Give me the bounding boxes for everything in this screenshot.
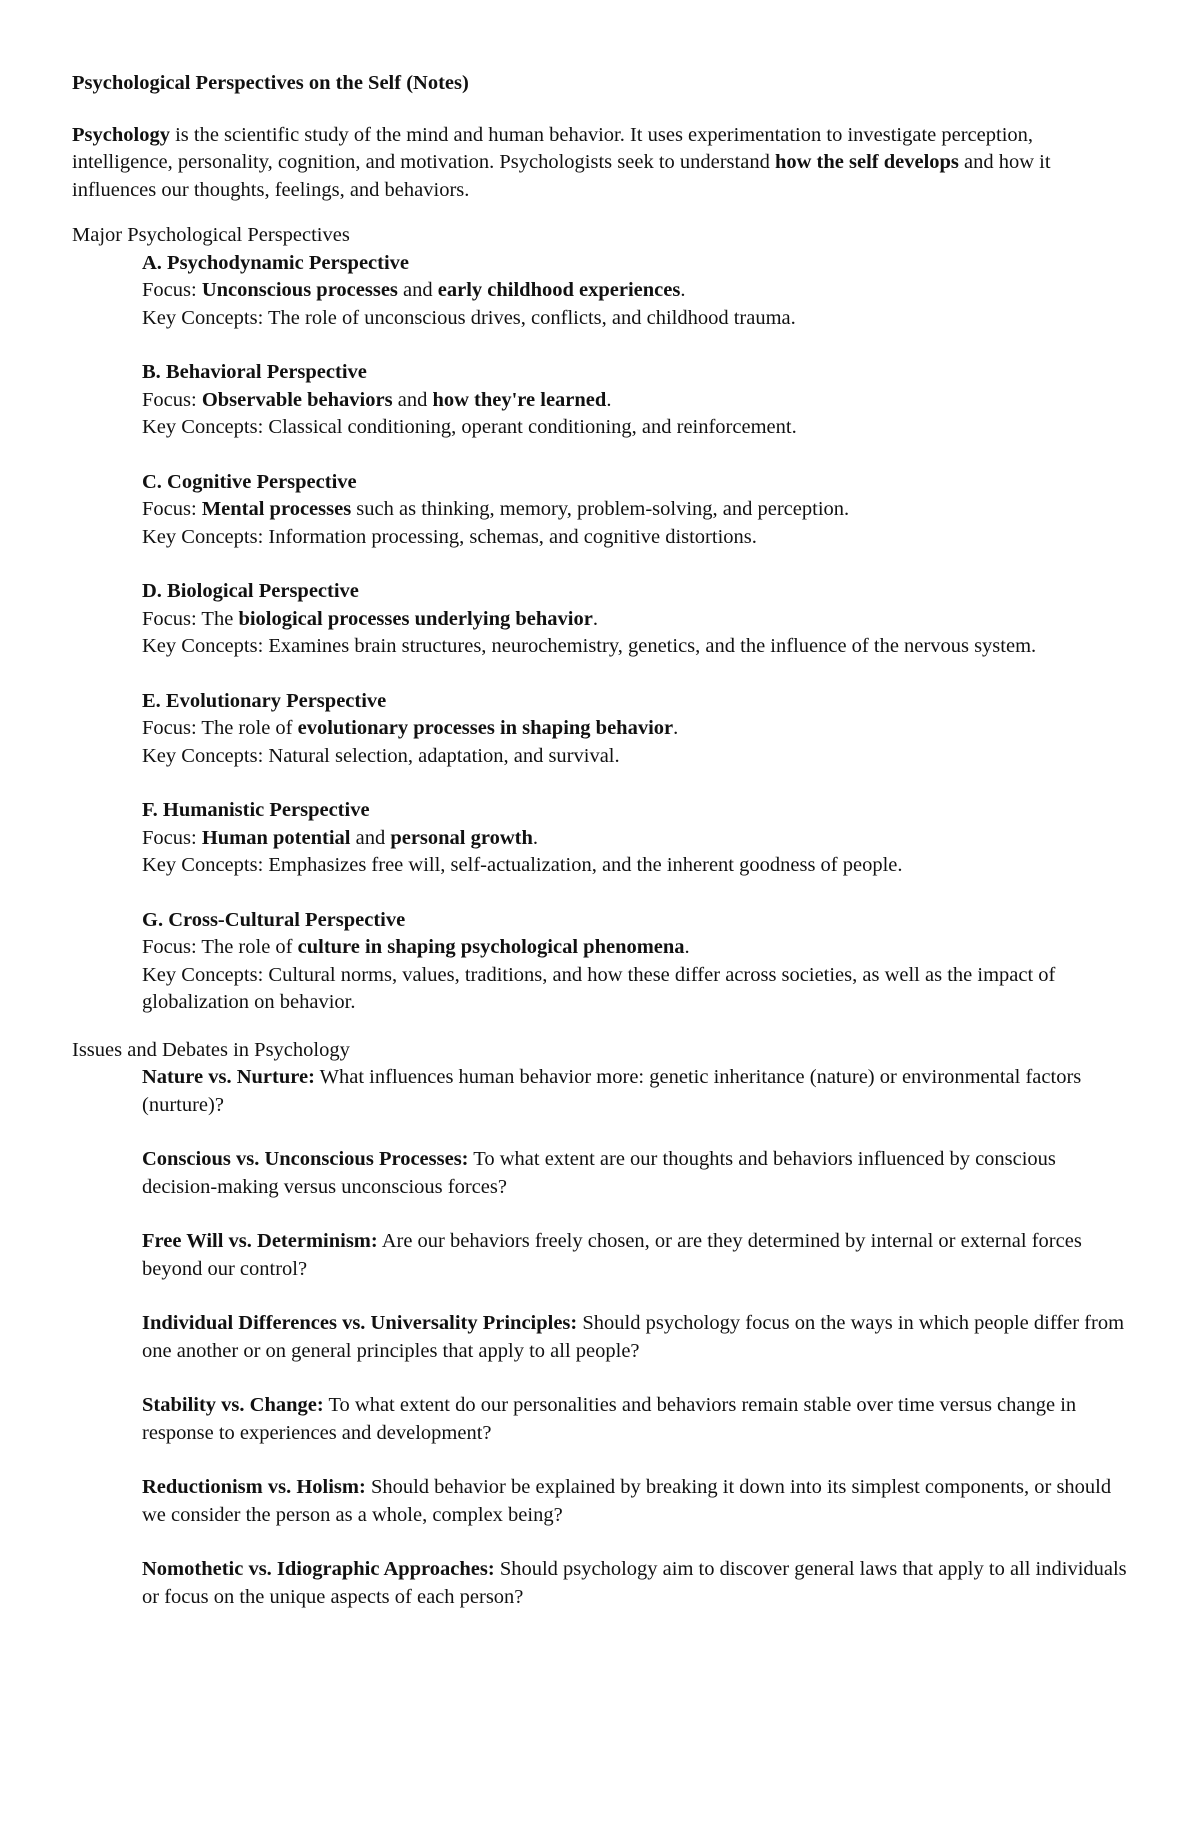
perspective-item [142, 578, 1132, 661]
perspective-key-concepts: Key Concepts: Cultural norms, values, traditions, and how these differ across societies, as well as the impact of globalization on behavior. [142, 963, 1056, 1013]
focus-bold-1: Observable behaviors [201, 388, 393, 411]
perspective-item [142, 250, 1132, 333]
issue-item [142, 1474, 1132, 1529]
focus-bold-1: evolutionary processes in shaping behavior [297, 717, 674, 739]
issue-term: Reductionism vs. Holism: [142, 1476, 366, 1498]
perspective-focus [142, 496, 1132, 524]
focus-label: Focus: The role of [142, 936, 298, 958]
focus-label: Focus: [142, 498, 202, 520]
issue-item [142, 1556, 1132, 1611]
issue-text: Should psychology aim to discover general laws that apply to all individuals or focus on the unique aspects of each person? [142, 1558, 1127, 1608]
focus-plain-1: and [392, 388, 433, 411]
focus-bold-1: Mental processes [201, 498, 352, 520]
perspective-focus [142, 387, 1132, 415]
perspectives-heading: Major Psychological Perspectives [72, 224, 350, 246]
perspective-item [142, 359, 1132, 442]
focus-plain-1: . [673, 717, 679, 739]
document-page [72, 70, 1132, 1638]
issue-item [142, 1228, 1132, 1283]
issue-text: Should psychology focus on the ways in which people differ from one another or on general principles that apply to all people? [142, 1312, 1125, 1362]
focus-bold-2: personal growth [390, 826, 533, 849]
focus-bold-1: Human potential [201, 826, 351, 849]
intro-emphasis: how the self develops [774, 151, 959, 173]
issue-text: What influences human behavior more: genetic inheritance (nature) or environmental factors (nurture)? [142, 1066, 1082, 1116]
focus-bold-1: Unconscious processes [201, 279, 398, 301]
perspective-key-concepts: Key Concepts: Natural selection, adaptation, and survival. [142, 744, 620, 767]
perspective-heading: B. Behavioral Perspective [142, 361, 367, 383]
focus-plain-1: and [350, 826, 391, 849]
focus-plain-1: such as thinking, memory, problem-solving, and perception. [351, 498, 850, 520]
issue-term: Nature vs. Nurture: [142, 1066, 315, 1088]
issues-list [72, 1064, 1132, 1611]
focus-plain-2: . [532, 826, 539, 849]
perspective-focus [142, 277, 1132, 305]
issue-text: To what extent are our thoughts and behaviors influenced by conscious decision-making versus unconscious forces? [142, 1148, 1056, 1198]
perspective-heading: C. Cognitive Perspective [142, 470, 357, 493]
perspective-key-concepts: Key Concepts: The role of unconscious drives, conflicts, and childhood trauma. [142, 306, 796, 329]
issue-item [142, 1310, 1132, 1365]
intro-text-2: and how it influences our thoughts, feelings, and behaviors. [72, 151, 1051, 201]
focus-bold-2: how they're learned [432, 388, 607, 411]
issue-term: Individual Differences vs. Universality Principles: [142, 1312, 578, 1334]
focus-plain-1: . [592, 607, 598, 630]
issues-heading: Issues and Debates in Psychology [72, 1038, 350, 1061]
issue-term: Free Will vs. Determinism: [142, 1230, 378, 1252]
intro-paragraph [72, 122, 1132, 205]
perspective-focus [142, 715, 1132, 743]
focus-label: Focus: [142, 388, 202, 411]
perspective-heading: G. Cross-Cultural Perspective [142, 908, 406, 931]
perspective-heading: F. Humanistic Perspective [142, 799, 370, 821]
perspective-item [142, 469, 1132, 552]
issue-item [142, 1146, 1132, 1201]
perspective-item [142, 797, 1132, 880]
perspective-focus [142, 606, 1132, 634]
issue-text: Should behavior be explained by breaking it down into its simplest components, or should we consider the person as a whole, complex being? [142, 1476, 1112, 1526]
focus-label: Focus: The role of [142, 717, 298, 739]
perspective-key-concepts: Key Concepts: Information processing, schemas, and cognitive distortions. [142, 525, 757, 548]
focus-label: Focus: [142, 826, 202, 849]
issue-term: Nomothetic vs. Idiographic Approaches: [142, 1558, 495, 1580]
issue-term: Conscious vs. Unconscious Processes: [142, 1148, 469, 1170]
perspective-heading: D. Biological Perspective [142, 580, 359, 602]
perspective-focus [142, 825, 1132, 853]
focus-plain-2: . [606, 388, 612, 411]
perspective-item [142, 688, 1132, 771]
focus-plain-1: and [397, 279, 438, 301]
perspective-focus [142, 934, 1132, 962]
perspective-key-concepts: Key Concepts: Examines brain structures, neurochemistry, genetics, and the influence of the nervous system. [142, 635, 1037, 657]
intro-term: Psychology [72, 123, 170, 146]
focus-label: Focus: The [142, 607, 239, 630]
issue-text: To what extent do our personalities and behaviors remain stable over time versus change in response to experiences and development? [142, 1394, 1077, 1444]
issue-text: Are our behaviors freely chosen, or are they determined by internal or external forces beyond our control? [142, 1230, 1082, 1280]
focus-label: Focus: [142, 279, 202, 301]
perspective-key-concepts: Key Concepts: Classical conditioning, operant conditioning, and reinforcement. [142, 416, 797, 438]
focus-bold-2: early childhood experiences [437, 279, 681, 301]
issue-item [142, 1064, 1132, 1119]
focus-bold-1: biological processes underlying behavior [238, 607, 593, 630]
intro-text-1: is the scientific study of the mind and human behavior. It uses experimentation to investigate perception, intelligence, personality, cognition, and motivation. Psychologists seek to understand [72, 123, 1034, 173]
focus-bold-1: culture in shaping psychological phenomena [297, 936, 685, 958]
issue-item [142, 1392, 1132, 1447]
perspective-heading: E. Evolutionary Perspective [142, 689, 387, 712]
perspective-heading: A. Psychodynamic Perspective [142, 251, 410, 274]
document-title: Psychological Perspectives on the Self (Notes) [72, 72, 469, 94]
perspectives-list [72, 250, 1132, 1017]
issue-term: Stability vs. Change: [142, 1394, 324, 1416]
focus-plain-1: . [684, 936, 690, 958]
focus-plain-2: . [680, 279, 686, 301]
perspective-item [142, 907, 1132, 1017]
perspective-key-concepts: Key Concepts: Emphasizes free will, self-actualization, and the inherent goodness of people. [142, 854, 903, 876]
